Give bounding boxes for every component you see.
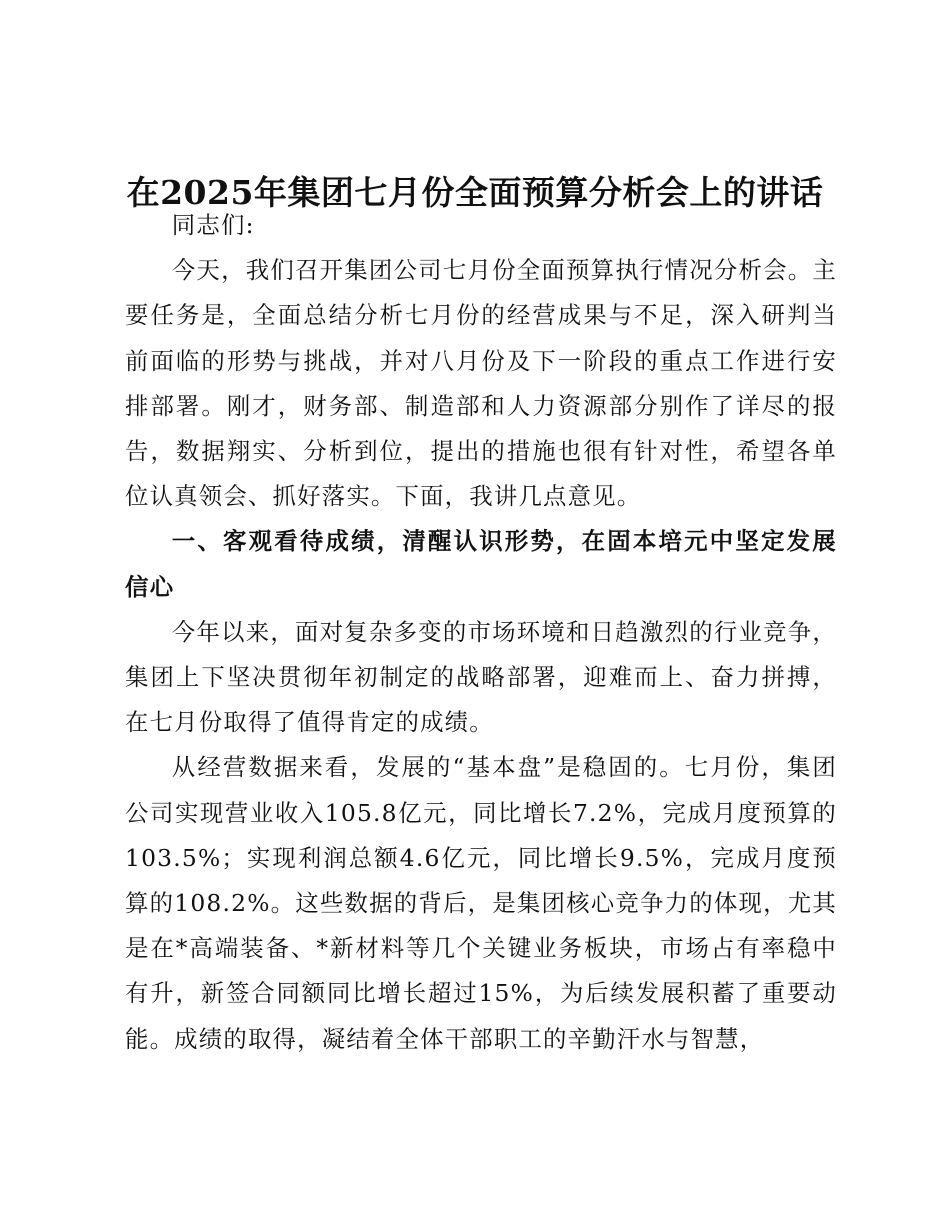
paragraph-operating-data: 从经营数据来看，发展的“基本盘”是稳固的。七月份，集团公司实现营业收入105.8亿元，同比增长7.2%，完成月度预算的103.5%；实现利润总额4.6亿元，同比增长9.5%，完成月度预算的108.2%。这些数据的背后，是集团核心竞争力的体现，尤其是在*高端装备、*新材料等几个关键业务板块，市场占有率稳中有升，新签合同额同比增长超过15%，为后续发展积蓄了重要动能。成绩的取得，凝结着全体干部职工的辛勤汗水与智慧，	[125, 753, 837, 1053]
paragraph-overview: 今年以来，面对复杂多变的市场环境和日趋激烈的行业竞争，集团上下坚决贯彻年初制定的战略部署，迎难而上、奋力拼搏，在七月份取得了值得肯定的成绩。	[125, 617, 837, 737]
salutation: 同志们:	[171, 211, 255, 239]
paragraph-opening: 今天，我们召开集团公司七月份全面预算执行情况分析会。主要任务是，全面总结分析七月份的经营成果与不足，深入研判当前面临的形势与挑战，并对八月份及下一阶段的重点工作进行安排部署。刚才，财务部、制造部和人力资源部分别作了详尽的报告，数据翔实、分析到位，提出的措施也很有针对性，希望各单位认真领会、抓好落实。下面，我讲几点意见。	[125, 256, 837, 511]
document-title: 在2025年集团七月份全面预算分析会上的讲话	[126, 173, 824, 212]
document-body	[125, 203, 837, 1062]
section-heading-1: 一、客观看待成绩，清醒认识形势，在固本培元中坚定发展信心	[125, 527, 837, 601]
